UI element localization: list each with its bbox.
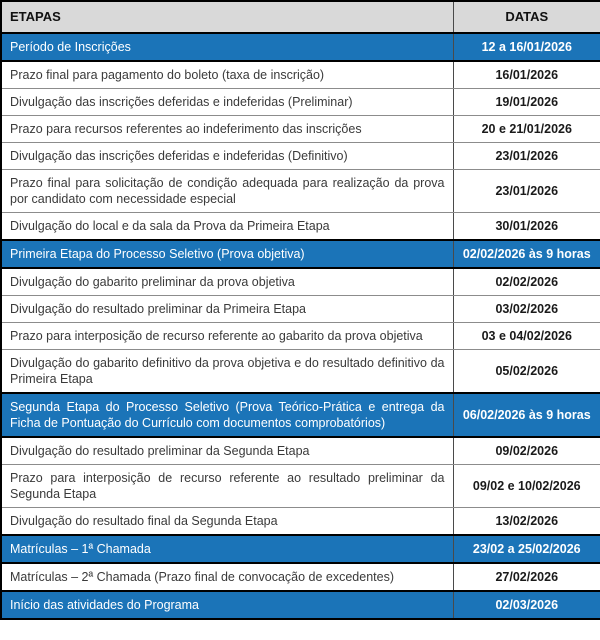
etapa-cell: Divulgação do gabarito definitivo da prova objetiva e do resultado definitivo da Primeira Etapa: [1, 350, 453, 394]
etapa-cell: Matrículas – 2ª Chamada (Prazo final de convocação de excedentes): [1, 563, 453, 591]
table-row: [1, 465, 600, 508]
etapa-cell: Divulgação do local e da sala da Prova da Primeira Etapa: [1, 213, 453, 241]
data-cell: 05/02/2026: [453, 350, 600, 394]
etapa-cell: Divulgação do resultado preliminar da Segunda Etapa: [1, 437, 453, 465]
data-cell: 02/03/2026: [453, 591, 600, 619]
etapa-cell: Divulgação do resultado final da Segunda Etapa: [1, 508, 453, 536]
etapa-cell: Prazo para recursos referentes ao indeferimento das inscrições: [1, 116, 453, 143]
table-row: [1, 89, 600, 116]
section-header-row: [1, 535, 600, 563]
etapa-cell: Matrículas – 1ª Chamada: [1, 535, 453, 563]
section-header-row: [1, 591, 600, 619]
table-row: [1, 508, 600, 536]
data-cell: 23/02 a 25/02/2026: [453, 535, 600, 563]
etapa-cell: Início das atividades do Programa: [1, 591, 453, 619]
etapa-cell: Prazo final para pagamento do boleto (taxa de inscrição): [1, 61, 453, 89]
etapa-cell: Prazo para interposição de recurso referente ao resultado preliminar da Segunda Etapa: [1, 465, 453, 508]
column-header-datas: DATAS: [453, 1, 600, 33]
column-header-etapas: ETAPAS: [1, 1, 453, 33]
etapa-cell: Divulgação do gabarito preliminar da prova objetiva: [1, 268, 453, 296]
table-row: [1, 350, 600, 394]
table-row: [1, 563, 600, 591]
table-row: [1, 116, 600, 143]
data-cell: 02/02/2026: [453, 268, 600, 296]
section-header-row: [1, 393, 600, 437]
data-cell: 27/02/2026: [453, 563, 600, 591]
etapa-cell: Divulgação das inscrições deferidas e indeferidas (Definitivo): [1, 143, 453, 170]
etapa-cell: Prazo para interposição de recurso referente ao gabarito da prova objetiva: [1, 323, 453, 350]
data-cell: 23/01/2026: [453, 143, 600, 170]
data-cell: 23/01/2026: [453, 170, 600, 213]
data-cell: 02/02/2026 às 9 horas: [453, 240, 600, 268]
data-cell: 16/01/2026: [453, 61, 600, 89]
table-row: [1, 296, 600, 323]
table-header-row: [1, 1, 600, 33]
data-cell: 12 a 16/01/2026: [453, 33, 600, 61]
section-header-row: [1, 240, 600, 268]
table-row: [1, 61, 600, 89]
data-cell: 13/02/2026: [453, 508, 600, 536]
data-cell: 03/02/2026: [453, 296, 600, 323]
schedule-table-body: [1, 33, 600, 619]
etapa-cell: Primeira Etapa do Processo Seletivo (Prova objetiva): [1, 240, 453, 268]
table-row: [1, 143, 600, 170]
etapa-cell: Divulgação das inscrições deferidas e indeferidas (Preliminar): [1, 89, 453, 116]
table-row: [1, 268, 600, 296]
etapa-cell: Período de Inscrições: [1, 33, 453, 61]
data-cell: 09/02/2026: [453, 437, 600, 465]
data-cell: 06/02/2026 às 9 horas: [453, 393, 600, 437]
data-cell: 19/01/2026: [453, 89, 600, 116]
table-row: [1, 213, 600, 241]
data-cell: 20 e 21/01/2026: [453, 116, 600, 143]
data-cell: 09/02 e 10/02/2026: [453, 465, 600, 508]
etapa-cell: Segunda Etapa do Processo Seletivo (Prova Teórico-Prática e entrega da Ficha de Pontuação do Currículo com documentos comprobatórios): [1, 393, 453, 437]
section-header-row: [1, 33, 600, 61]
etapa-cell: Divulgação do resultado preliminar da Primeira Etapa: [1, 296, 453, 323]
table-row: [1, 323, 600, 350]
etapa-cell: Prazo final para solicitação de condição adequada para realização da prova por candidato com necessidade especial: [1, 170, 453, 213]
data-cell: 03 e 04/02/2026: [453, 323, 600, 350]
data-cell: 30/01/2026: [453, 213, 600, 241]
table-row: [1, 437, 600, 465]
table-row: [1, 170, 600, 213]
